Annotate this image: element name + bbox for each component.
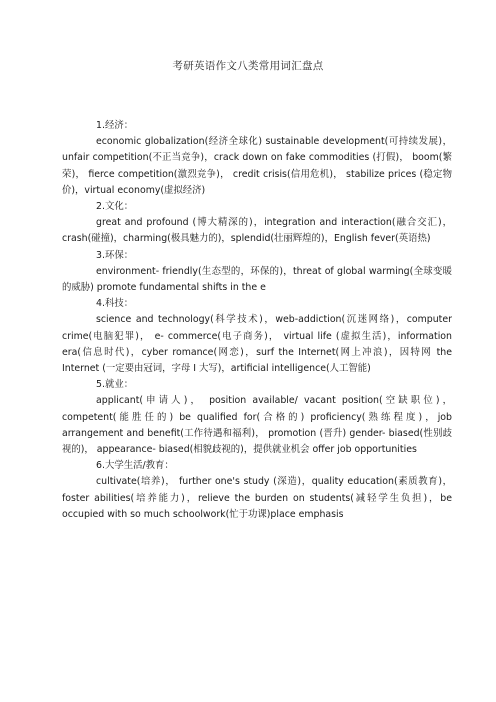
section-employment — [62, 377, 452, 458]
section-heading: 5.就业： — [96, 379, 134, 391]
section-heading: 3.环保： — [96, 249, 134, 261]
section-technology — [62, 296, 452, 377]
section-text: great and profound (博大精深的)，integration and interaction(融合交汇)，crash(碰撞)，charming(极具魅力的)，splendid(壮丽辉煌的)，English fever(英语热) — [62, 217, 452, 245]
section-heading: 2.文化： — [96, 201, 134, 213]
section-economy — [62, 118, 452, 199]
section-text: cultivate(培养)， further one's study (深造)，quality education(素质教育)，foster abilities(培养能力)，relieve the burden on students(减轻学生负担)，be occupied with so much schoolwork(忙于功课)place emphasis — [62, 476, 452, 520]
section-text: applicant(申请人)， position available/ vacant position(空缺职位)，competent(能胜任的) be qualified for(合格的) proficiency(熟练程度)，job arrangement and benefit(工作待遇和福利)， promotion (晋升) gender- biased(性别歧视的)， appearance- biased(相貌歧视的)，提供就业机会 offer job opportunities — [62, 395, 452, 456]
document-title: 考研英语作文八类常用词汇盘点 — [172, 60, 324, 72]
section-heading: 1.经济： — [96, 120, 134, 131]
section-text: science and technology(科学技术)，web-addiction(沉迷网络)，computer crime(电脑犯罪)， e- commerce(电子商务)， virtual life (虚拟生活)，information era(信息时代)，cyber romance(网恋)，surf the Internet(网上冲浪)，因特网 the Internet (一定要由冠词，字母 I 大写)，artificial intelligence(人工智能) — [62, 314, 452, 375]
section-heading: 6.大学生活/教育： — [96, 460, 174, 472]
document-body — [62, 118, 452, 523]
section-culture — [62, 199, 452, 248]
section-text: economic globalization(经济全球化) sustainable development(可持续发展)，unfair competition(不正当竞争)，crack down on fake commodities (打假)， boom(繁荣)， fierce competition(激烈竞争)， credit crisis(信用危机)， stabilize prices (稳定物价)，virtual economy(虚拟经济) — [62, 136, 452, 196]
section-education — [62, 458, 452, 523]
section-environment — [62, 248, 452, 297]
section-text: environment- friendly(生态型的，环保的)，threat of global warming(全球变暖的威胁) promote fundamental shifts in the e — [62, 265, 452, 294]
section-heading: 4.科技： — [96, 298, 134, 310]
